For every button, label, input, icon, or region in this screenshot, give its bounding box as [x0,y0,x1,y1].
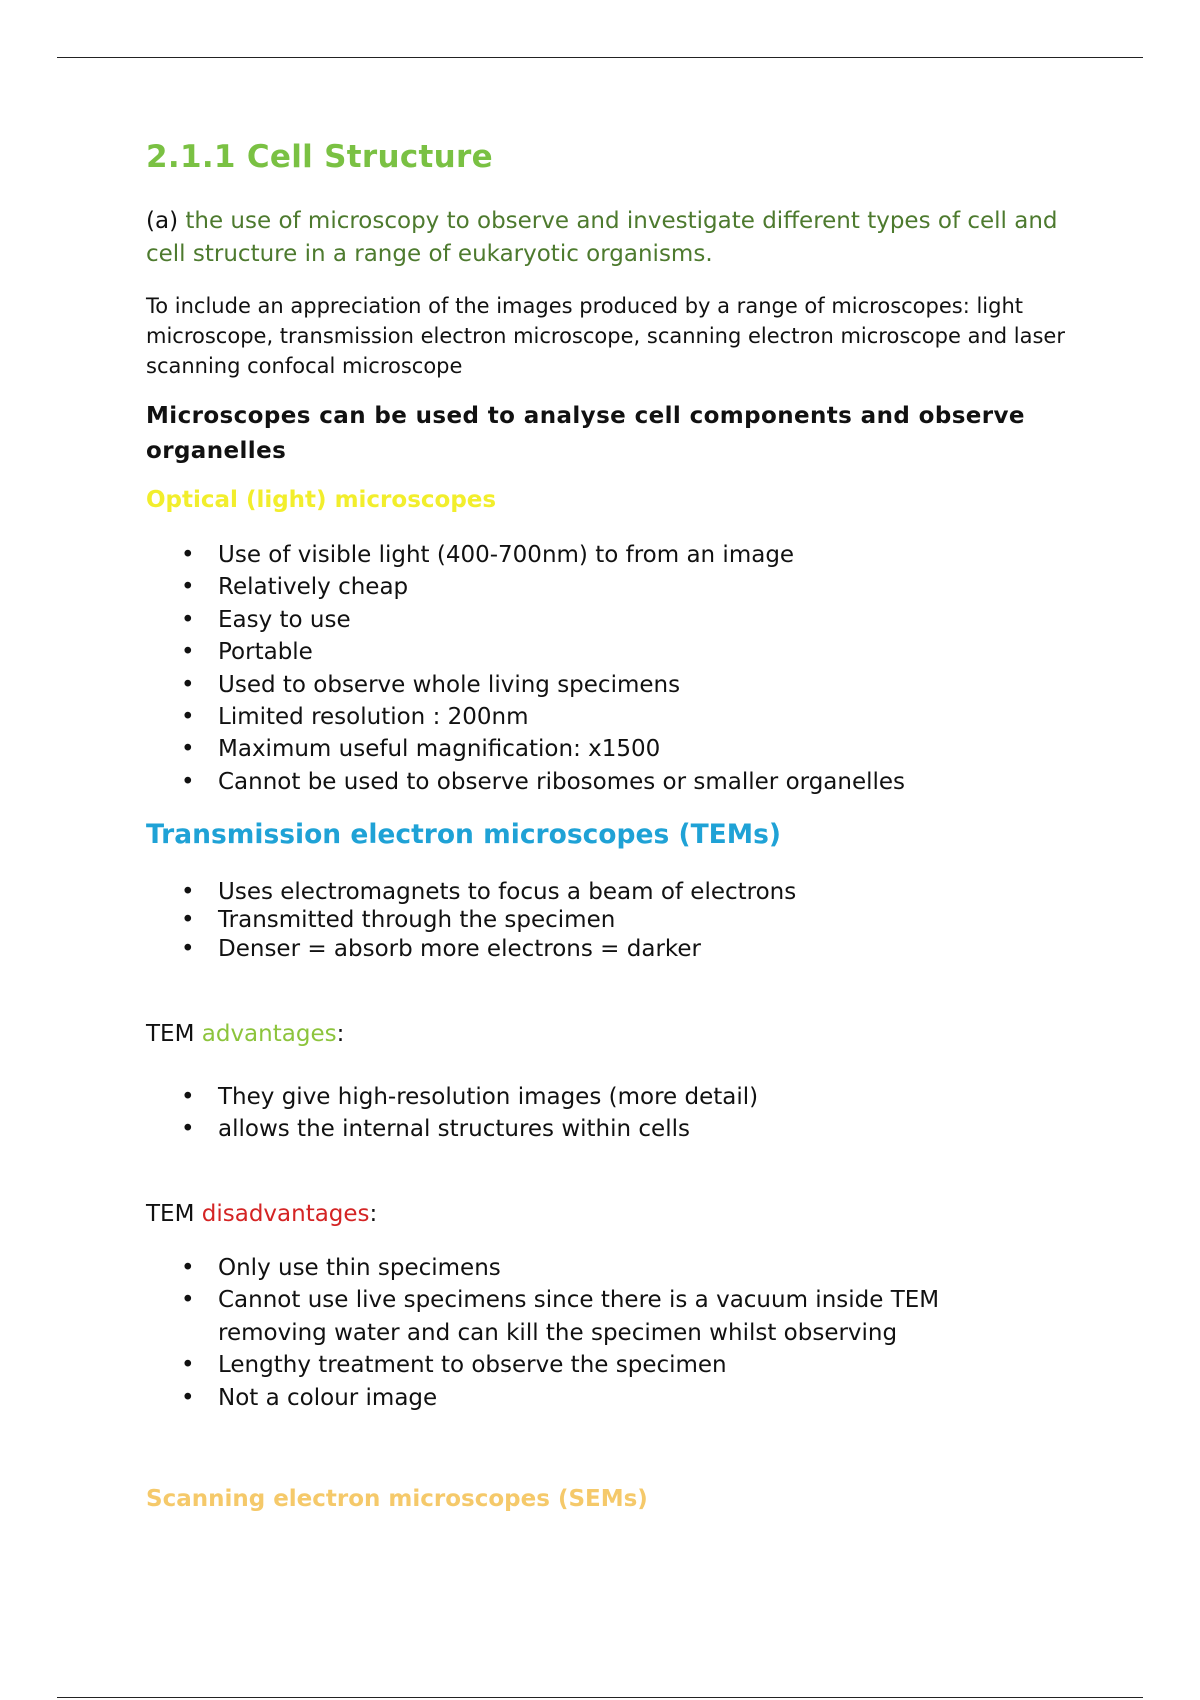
microscopes-subheading: Microscopes can be used to analyse cell components and observe organelles [146,403,1025,464]
list-item [146,733,905,765]
tem-heading: Transmission electron microscopes (TEMs) [146,819,782,850]
spec-point-a-text: the use of microscopy to observe and investigate different types of cell and cell structure in a range of eukaryotic organisms. [146,208,1058,267]
list-item-text: Limited resolution : 200nm [218,704,529,731]
list-item-text: Used to observe whole living specimens [218,671,681,698]
list-item-text: Lengthy treatment to observe the specimen [218,1352,727,1379]
advantages-colon: : [336,1021,345,1047]
list-item [146,701,905,733]
page-title: 2.1.1 Cell Structure [146,139,493,175]
bullet-icon: • [181,1384,195,1411]
spec-point-a [146,205,1076,271]
list-item-text: Relatively cheap [218,574,409,601]
list-item-text: allows the internal structures within cells [218,1116,690,1143]
bullet-icon: • [181,1084,195,1110]
disadvantages-word: disadvantages [201,1201,370,1227]
list-item [146,1081,758,1113]
bullet-icon: • [181,639,195,666]
list-item [146,878,796,906]
list-item [146,669,905,701]
sem-heading: Scanning electron microscopes (SEMs) [146,1486,648,1512]
list-item [146,935,796,963]
list-item [146,1382,1018,1414]
bullet-icon: • [181,768,195,795]
list-item-text: Denser = absorb more electrons = darker [218,935,702,962]
list-item-text: Portable [218,639,313,666]
list-item-text: Cannot use live specimens since there is a vacuum inside TEM removing water and can kill the specimen whilst observing [218,1287,940,1346]
list-item-text: Only use thin specimens [218,1255,501,1281]
tem-disadvantages-prefix: TEM [146,1201,195,1227]
tem-advantages-list [146,1081,758,1146]
list-item [146,636,905,668]
optical-list [146,539,905,798]
list-item-text: Cannot be used to observe ribosomes or smaller organelles [218,768,906,795]
list-item [146,1252,1018,1284]
list-item-text: Maximum useful magnification: x1500 [218,736,661,763]
list-item [146,766,905,798]
bullet-icon: • [181,736,195,763]
bullet-icon: • [181,1116,195,1143]
bullet-icon: • [181,542,195,568]
list-item-text: Not a colour image [218,1384,438,1411]
bullet-icon: • [181,907,195,934]
bullet-icon: • [181,704,195,731]
list-item [146,571,905,603]
top-rule [57,57,1143,58]
disadvantages-colon: : [369,1201,378,1227]
advantages-word: advantages [201,1021,337,1047]
spec-point-a-prefix: (a) [146,208,179,234]
bullet-icon: • [181,574,195,601]
tem-advantages-prefix: TEM [146,1021,195,1047]
list-item [146,539,905,571]
list-item [146,1349,1018,1381]
spec-include-note: To include an appreciation of the images produced by a range of microscopes: light microscope, transmission electron microscope, scanning electron microscope and laser scanning confocal microscope [146,294,1065,378]
bullet-icon: • [181,671,195,698]
bullet-icon: • [181,935,195,962]
list-item-text: Easy to use [218,606,351,633]
tem-disadvantages-list [146,1252,1018,1414]
optical-heading: Optical (light) microscopes [146,487,497,513]
list-item-text: Transmitted through the specimen [218,907,616,934]
tem-advantages-label [146,1021,344,1047]
list-item-text: They give high-resolution images (more detail) [218,1084,759,1110]
list-item-text: Use of visible light (400-700nm) to from an image [218,542,795,568]
list-item [146,1284,1018,1349]
bullet-icon: • [181,1352,195,1379]
tem-disadvantages-label [146,1201,377,1227]
bottom-rule [57,1697,1143,1698]
tem-list [146,878,796,963]
bullet-icon: • [181,606,195,633]
list-item [146,906,796,934]
bullet-icon: • [181,1287,195,1314]
list-item [146,1113,758,1145]
list-item-text: Uses electromagnets to focus a beam of electrons [218,879,797,905]
bullet-icon: • [181,1255,195,1281]
list-item [146,604,905,636]
bullet-icon: • [181,879,195,905]
